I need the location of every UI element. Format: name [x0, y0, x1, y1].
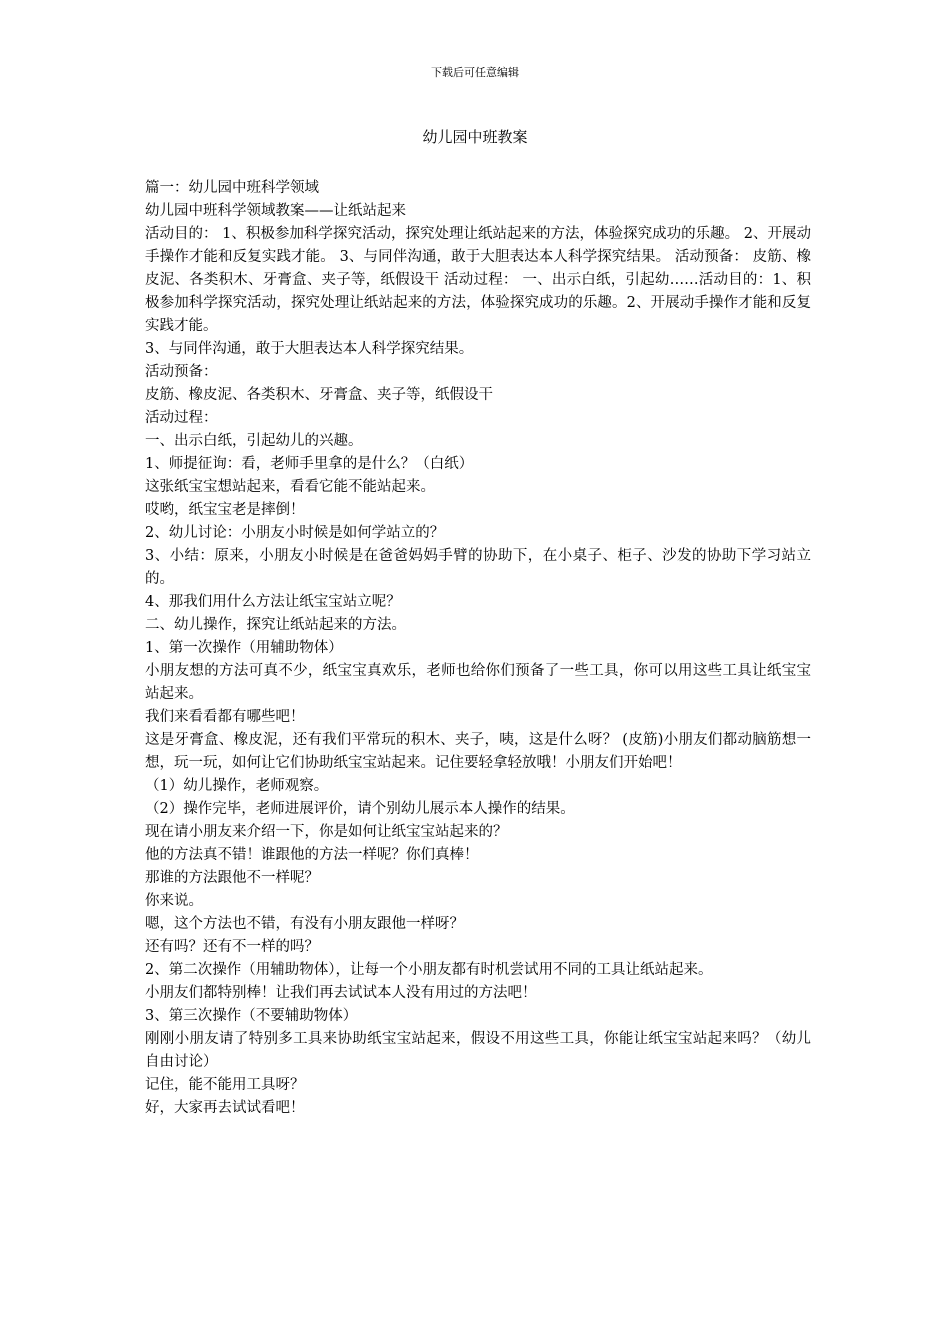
- paragraph: 那谁的方法跟他不一样呢？: [145, 870, 319, 886]
- document-title: 幼儿园中班教案: [422, 128, 528, 146]
- page-header-note: 下载后可任意编辑: [431, 66, 519, 79]
- paragraph: 这张纸宝宝想站起来，看看它能不能站起来。: [145, 479, 435, 495]
- paragraph: 活动过程：: [145, 410, 218, 426]
- paragraph: 还有吗？还有不一样的吗？: [145, 939, 319, 955]
- paragraph: 4、那我们用什么方法让纸宝宝站立呢？: [145, 594, 401, 610]
- paragraph: 他的方法真不错！谁跟他的方法一样呢？你们真棒！: [145, 847, 479, 863]
- paragraph: 哎哟，纸宝宝老是摔倒！: [145, 502, 305, 518]
- paragraph: 1、师提征询：看，老师手里拿的是什么？（白纸）: [145, 456, 474, 472]
- paragraph: 记住，能不能用工具呀？: [145, 1077, 305, 1093]
- paragraph: 你来说。: [145, 893, 203, 909]
- paragraph: 这是牙膏盒、橡皮泥，还有我们平常玩的积木、夹子，咦，这是什么呀？ (皮筋)小朋友们都动脑筋想一想，玩一玩，如何让它们协助纸宝宝站起来。记住要轻拿轻放哦！小朋友们开始吧！: [145, 732, 811, 771]
- paragraph: 篇一：幼儿园中班科学领域: [145, 180, 319, 196]
- paragraph: （2）操作完毕，老师进展评价，请个别幼儿展示本人操作的结果。: [145, 801, 575, 817]
- paragraph: 嗯，这个方法也不错，有没有小朋友跟他一样呀？: [145, 916, 464, 932]
- paragraph: 活动目的： 1、积极参加科学探究活动，探究处理让纸站起来的方法，体验探究成功的乐趣。 2、开展动手操作才能和反复实践才能。 3、与同伴沟通，敢于大胆表达本人科学探究结果。 活动预备： 皮筋、橡皮泥、各类积木、牙膏盒、夹子等，纸假设干 活动过程： 一、出示白纸，引起幼……活动目的：1、积极参加科学探究活动，探究处理让纸站起来的方法，体验探究成功的乐趣。2、开展动手操作才能和反复实践才能。: [145, 226, 811, 334]
- paragraph: 皮筋、橡皮泥、各类积木、牙膏盒、夹子等，纸假设干: [145, 387, 493, 403]
- paragraph: 幼儿园中班科学领域教案——让纸站起来: [145, 203, 406, 219]
- paragraph: 我们来看看都有哪些吧！: [145, 709, 305, 725]
- paragraph: 现在请小朋友来介绍一下，你是如何让纸宝宝站起来的？: [145, 824, 508, 840]
- paragraph: 活动预备：: [145, 364, 218, 380]
- paragraph: （1）幼儿操作，老师观察。: [145, 778, 329, 794]
- paragraph: 3、与同伴沟通，敢于大胆表达本人科学探究结果。: [145, 341, 474, 357]
- paragraph: 小朋友们都特别棒！让我们再去试试本人没有用过的方法吧！: [145, 985, 537, 1001]
- paragraph: 一、出示白纸，引起幼儿的兴趣。: [145, 433, 363, 449]
- paragraph: 好，大家再去试试看吧！: [145, 1100, 305, 1116]
- paragraph: 3、第三次操作（不要辅助物体）: [145, 1008, 358, 1024]
- document-body: [145, 177, 811, 1120]
- paragraph: 二、幼儿操作，探究让纸站起来的方法。: [145, 617, 406, 633]
- paragraph: 1、第一次操作（用辅助物体）: [145, 640, 343, 656]
- paragraph: 小朋友想的方法可真不少，纸宝宝真欢乐，老师也给你们预备了一些工具，你可以用这些工具让纸宝宝站起来。: [145, 663, 811, 702]
- paragraph: 2、幼儿讨论：小朋友小时候是如何学站立的？: [145, 525, 445, 541]
- paragraph: 2、第二次操作（用辅助物体），让每一个小朋友都有时机尝试用不同的工具让纸站起来。: [145, 962, 713, 978]
- paragraph: 刚刚小朋友请了特别多工具来协助纸宝宝站起来，假设不用这些工具，你能让纸宝宝站起来吗？（幼儿自由讨论）: [145, 1031, 811, 1070]
- paragraph: 3、小结：原来，小朋友小时候是在爸爸妈妈手臂的协助下，在小桌子、柜子、沙发的协助下学习站立的。: [145, 548, 811, 587]
